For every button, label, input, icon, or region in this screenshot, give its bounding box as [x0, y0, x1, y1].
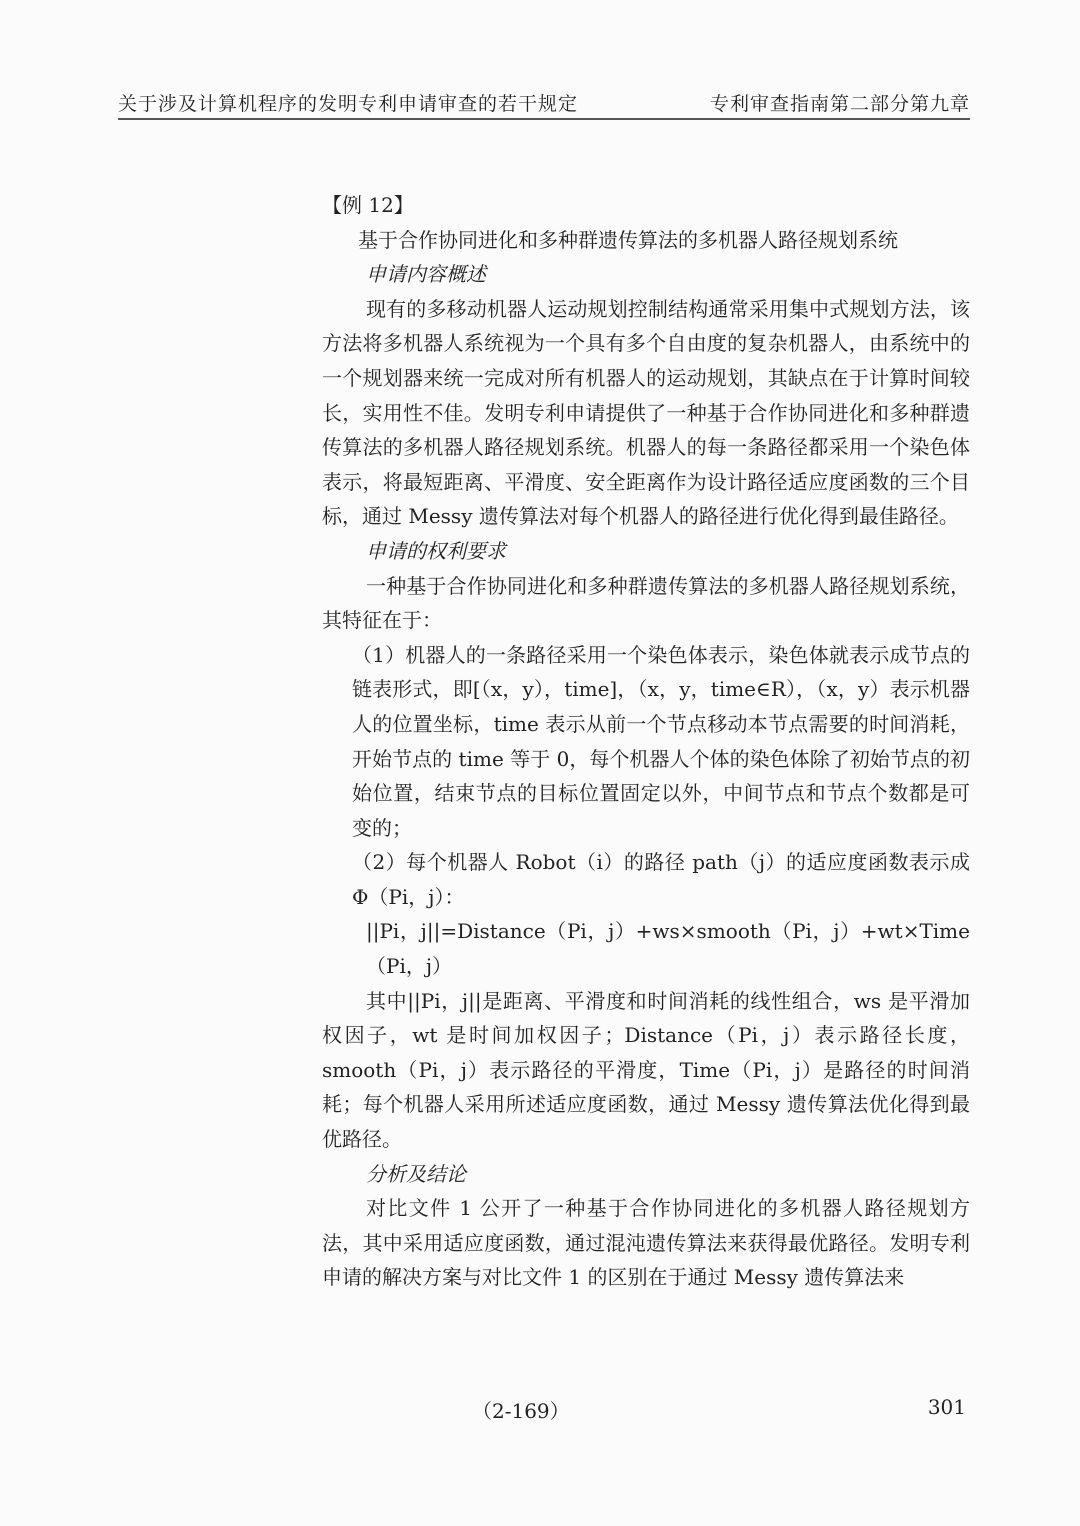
- example-title: 基于合作协同进化和多种群遗传算法的多机器人路径规划系统: [358, 227, 898, 252]
- page-body: [322, 188, 970, 1295]
- page-footer: [322, 1395, 970, 1425]
- formula-explanation: 其中||Pi，j||是距离、平滑度和时间消耗的线性组合，ws 是平滑加权因子，wt 是时间加权因子；Distance（Pi，j）表示路径长度，smooth（Pi，j）表示路径的平滑度，Time（Pi，j）是路径的时间消耗；每个机器人采用所述适应度函数，通过 Messy 遗传算法优化得到最优路径。: [322, 988, 970, 1152]
- summary-paragraph: 现有的多移动机器人运动规划控制结构通常采用集中式规划方法，该方法将多机器人系统视为一个具有多个自由度的复杂机器人，由系统中的一个规划器来统一完成对所有机器人的运动规划，其缺点在于计算时间较长，实用性不佳。发明专利申请提供了一种基于合作协同进化和多种群遗传算法的多机器人路径规划系统。机器人的每一条路径都采用一个染色体表示，将最短距离、平滑度、安全距离作为设计路径适应度函数的三个目标，通过 Messy 遗传算法对每个机器人的路径进行优化得到最佳路径。: [322, 296, 970, 529]
- section-page-number: （2-169）: [472, 1399, 570, 1423]
- analysis-paragraph: 对比文件 1 公开了一种基于合作协同进化的多机器人路径规划方法，其中采用适应度函数，通过混沌遗传算法来获得最优路径。发明专利申请的解决方案与对比文件 1 的区别在于通过 Messy 遗传算法来: [322, 1196, 970, 1290]
- fitness-formula: ||Pi，j||=Distance（Pi，j）+ws×smooth（Pi，j）+wt×Time（Pi，j）: [366, 919, 970, 979]
- section-heading-analysis: 分析及结论: [366, 1161, 466, 1186]
- claim-item-1: （1）机器人的一条路径采用一个染色体表示，染色体就表示成节点的链表形式，即[（x，y），time]，（x，y，time∈R），（x，y）表示机器人的位置坐标，time 表示从前一个节点移动本节点需要的时间消耗，开始节点的 time 等于 0，每个机器人个体的染色体除了初始节点的初始位置，结束节点的目标位置固定以外，中间节点和节点个数都是可变的；: [352, 642, 970, 840]
- example-label: 【例 12】: [322, 193, 414, 217]
- section-heading-summary: 申请内容概述: [366, 262, 486, 287]
- page-number: 301: [927, 1395, 966, 1419]
- section-heading-claims: 申请的权利要求: [366, 538, 506, 563]
- claim-item-2: （2）每个机器人 Robot（i）的路径 path（j）的适应度函数表示成 Φ（Pi，j）：: [352, 850, 970, 909]
- header-document-title: 关于涉及计算机程序的发明专利申请审查的若干规定: [118, 93, 579, 115]
- header-chapter-title: 专利审查指南第二部分第九章: [709, 93, 970, 115]
- running-header: [118, 88, 970, 120]
- claims-intro-paragraph: 一种基于合作协同进化和多种群遗传算法的多机器人路径规划系统，其特征在于：: [322, 573, 970, 633]
